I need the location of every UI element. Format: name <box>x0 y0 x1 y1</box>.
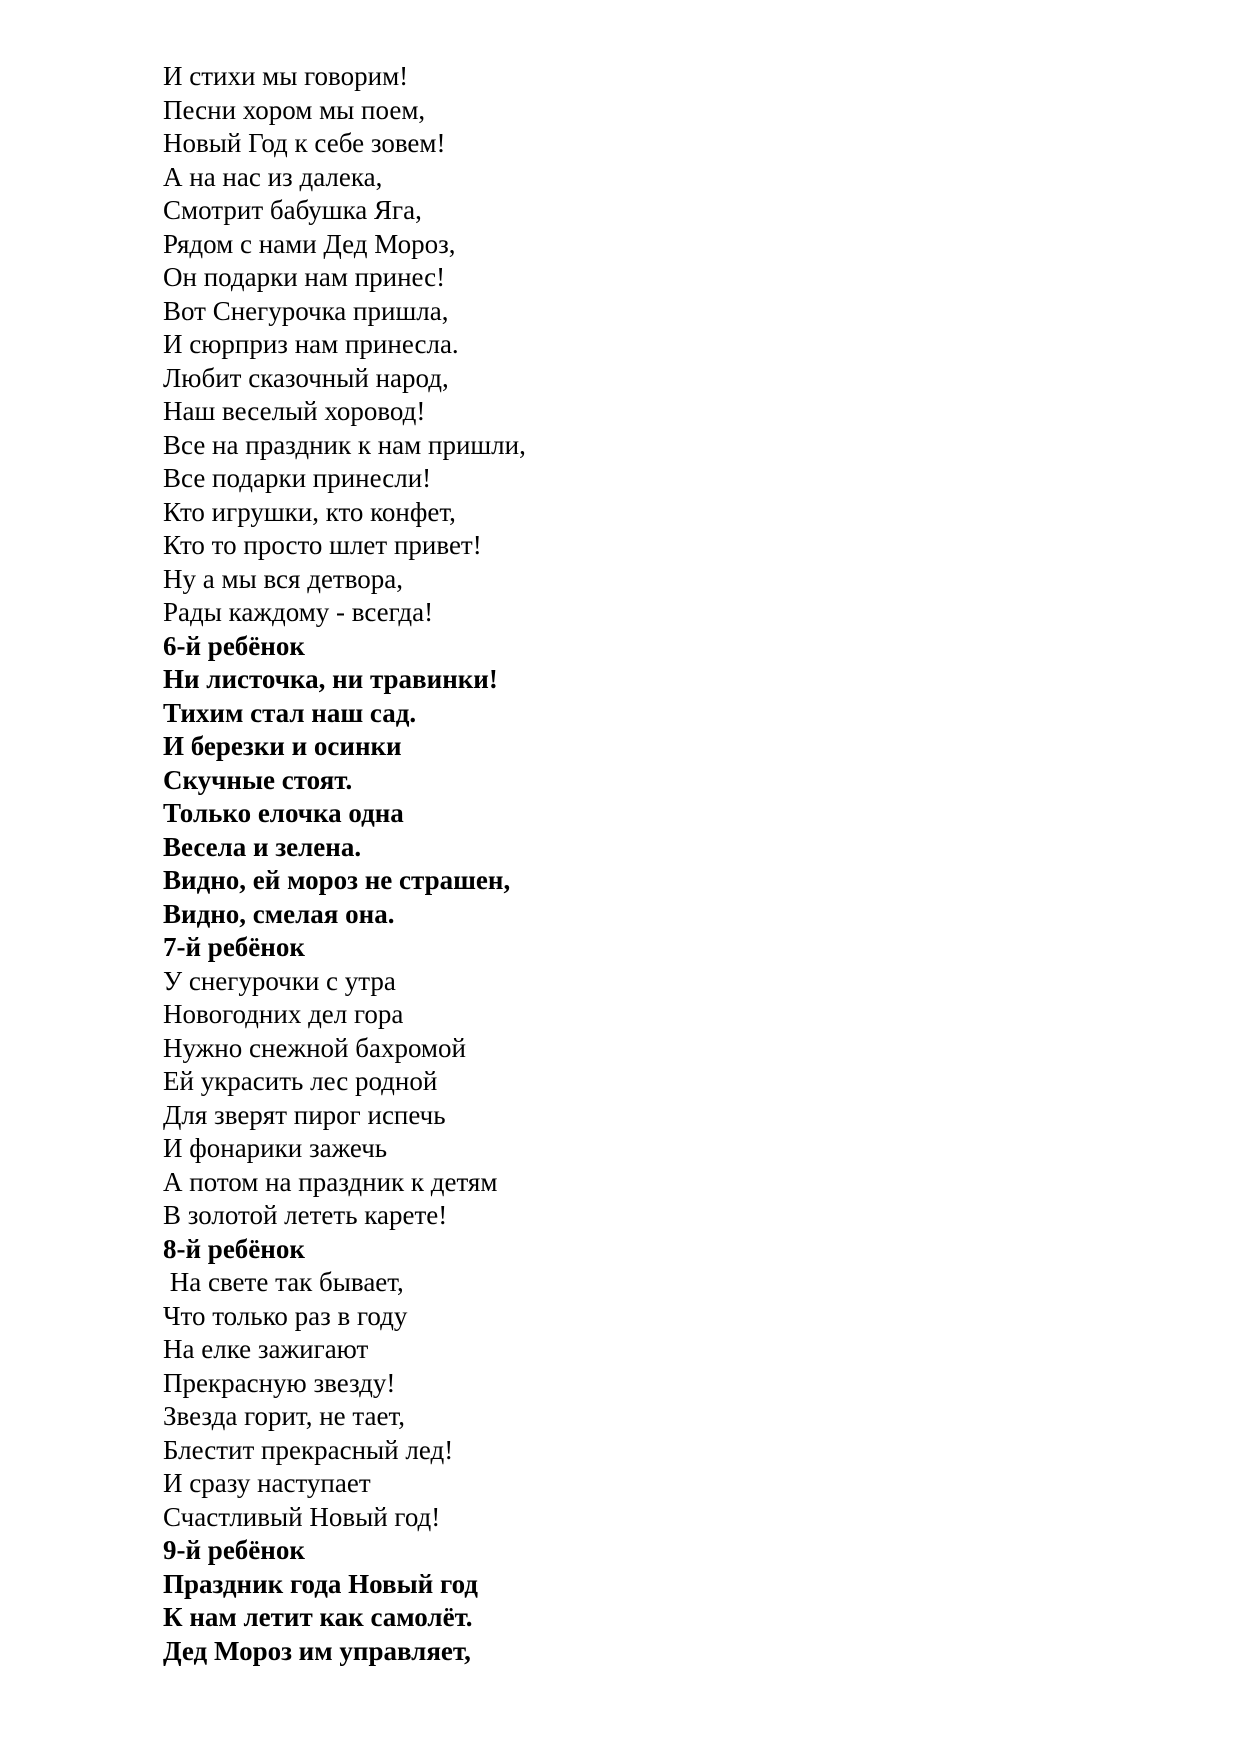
poem-line: Рады каждому - всегда! <box>163 597 434 627</box>
poem-heading-line: К нам летит как самолёт. <box>163 1602 473 1632</box>
poem-heading-line: Дед Мороз им управляет, <box>163 1635 471 1666</box>
poem-heading-line: Только елочка одна <box>163 798 404 828</box>
poem-heading-line: Ни листочка, ни травинки! <box>163 664 498 694</box>
poem-heading-line: Тихим стал наш сад. <box>163 697 417 728</box>
poem-line: И фонарики зажечь <box>163 1133 388 1163</box>
poem-line: Все на праздник к нам пришли, <box>163 429 526 460</box>
poem-line: Счастливый Новый год! <box>163 1501 441 1532</box>
poem-line: Ей украсить лес родной <box>163 1066 438 1096</box>
poem-line: Звезда горит, не тает, <box>163 1401 405 1431</box>
poem-line: Рядом с нами Дед Мороз, <box>163 228 456 259</box>
poem-line: Новогодних дел гора <box>163 999 404 1029</box>
poem-heading-line: Праздник года Новый год <box>163 1568 478 1599</box>
poem-line: Наш веселый хоровод! <box>163 396 426 426</box>
poem-line: И стихи мы говорим! <box>163 61 409 91</box>
poem-line: Смотрит бабушка Яга, <box>163 195 422 225</box>
poem-line: Вот Снегурочка пришла, <box>163 295 449 326</box>
poem-line: Блестит прекрасный лед! <box>163 1434 454 1465</box>
poem-heading-line: И березки и осинки <box>163 731 402 761</box>
poem-heading-line: Скучные стоят. <box>163 764 353 795</box>
poem-line: Кто то просто шлет привет! <box>163 530 482 560</box>
poem-line: И сюрприз нам принесла. <box>163 329 459 359</box>
poem-line: Любит сказочный народ, <box>163 362 449 393</box>
poem-heading-line: 7-й ребёнок <box>163 932 305 962</box>
poem-heading-line: Видно, ей мороз не страшен, <box>163 865 511 895</box>
poem-line: Что только раз в году <box>163 1300 408 1331</box>
poem-heading-line: Весела и зелена. <box>163 831 362 862</box>
poem-heading-line: 9-й ребёнок <box>163 1535 305 1565</box>
poem-line: На свете так бывает, <box>163 1267 404 1297</box>
poem-line: Нужно снежной бахромой <box>163 1032 466 1063</box>
poem-line: И сразу наступает <box>163 1468 371 1498</box>
poem-line: Прекрасную звезду! <box>163 1367 396 1398</box>
poem-line: Он подарки нам принес! <box>163 262 446 292</box>
poem-line: На елке зажигают <box>163 1334 369 1364</box>
poem-heading-line: Видно, смелая она. <box>163 898 395 929</box>
poem-line: Ну а мы вся детвора, <box>163 563 404 594</box>
poem-line: У снегурочки с утра <box>163 965 396 996</box>
poem-heading-line: 6-й ребёнок <box>163 630 305 661</box>
poem-line: Песни хором мы поем, <box>163 94 426 125</box>
poem-line: Все подарки принесли! <box>163 463 432 493</box>
poem-line: А потом на праздник к детям <box>163 1166 498 1197</box>
poem-line: А на нас из далека, <box>163 161 383 192</box>
poem-line: Для зверят пирог испечь <box>163 1099 446 1130</box>
poem-text-block <box>163 60 1163 1668</box>
poem-line: Кто игрушки, кто конфет, <box>163 496 456 527</box>
poem-line: Новый Год к себе зовем! <box>163 128 446 158</box>
poem-line: В золотой лететь карете! <box>163 1200 448 1230</box>
poem-heading-line: 8-й ребёнок <box>163 1233 305 1264</box>
